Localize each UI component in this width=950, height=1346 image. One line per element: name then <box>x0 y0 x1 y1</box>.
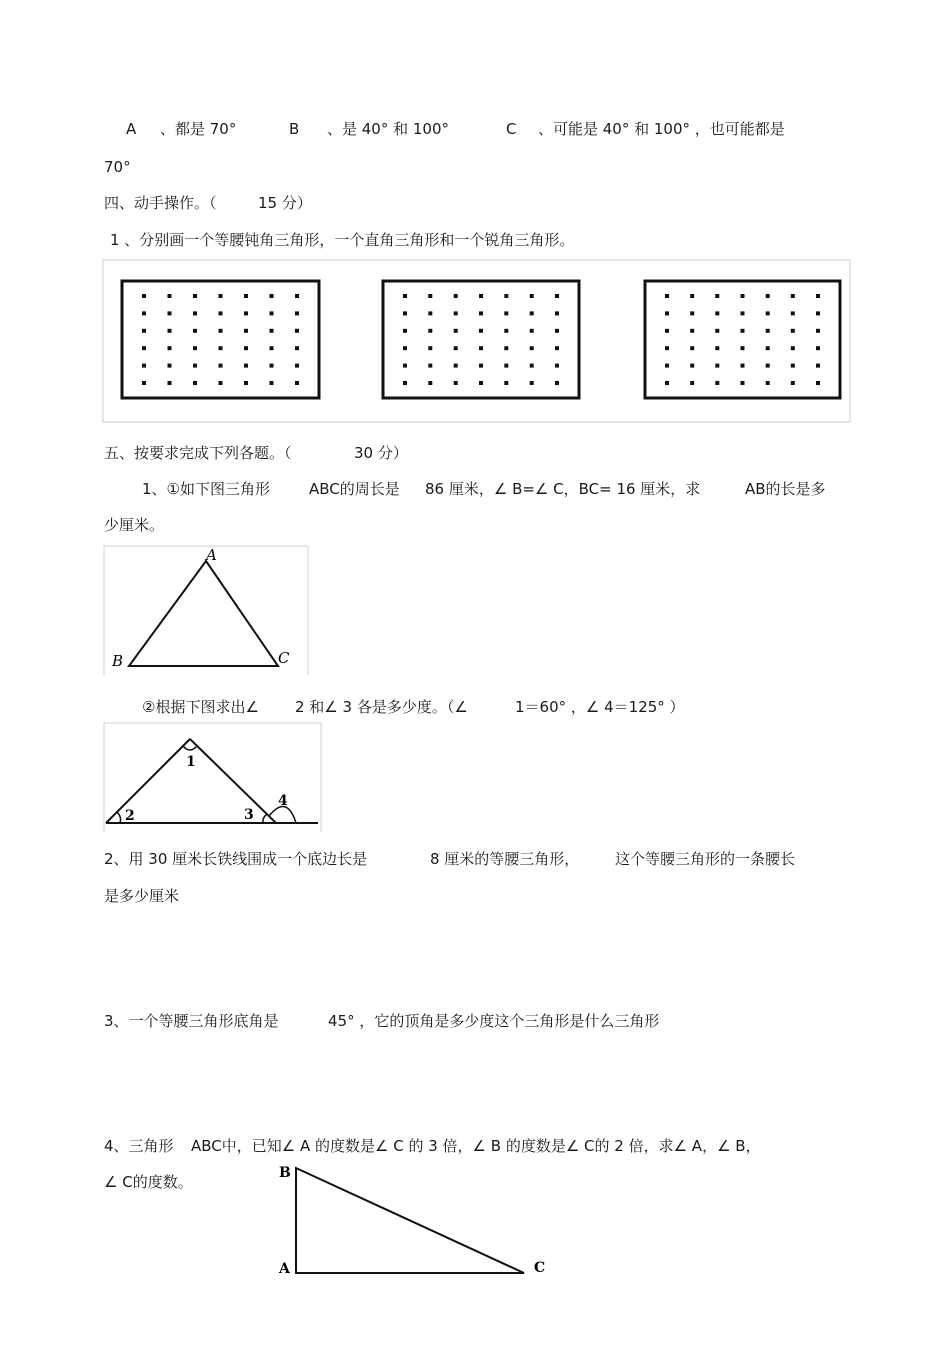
option-c-letter: C <box>506 120 517 138</box>
grid-dot <box>244 311 248 315</box>
right-triangle <box>296 1168 524 1273</box>
grid-dot <box>715 381 719 385</box>
grid-dot <box>555 364 559 368</box>
grid-dot <box>428 311 432 315</box>
grid-dot <box>270 294 274 298</box>
grid-dot <box>219 381 223 385</box>
grid-dot <box>193 294 197 298</box>
grid-dot <box>454 364 458 368</box>
grid-dot <box>270 329 274 333</box>
grid-dot <box>741 311 745 315</box>
grid-dot <box>142 329 146 333</box>
dot-grid-1 <box>122 281 319 398</box>
angle-figure <box>103 722 323 834</box>
grid-dot <box>244 364 248 368</box>
label-a-right: A <box>279 1261 290 1277</box>
option-b-letter: B <box>289 120 300 138</box>
grid-dot <box>665 311 669 315</box>
grid-dot <box>504 381 508 385</box>
grid-dot <box>219 346 223 350</box>
grid-dot <box>690 381 694 385</box>
grid-dot <box>454 329 458 333</box>
section4-score: 15 分） <box>258 194 312 212</box>
grid-dot <box>193 346 197 350</box>
q1-part2-b: 2 和∠ 3 各是多少度。（∠ <box>295 698 468 716</box>
grid-dot <box>791 311 795 315</box>
grid-dot <box>555 294 559 298</box>
q1-part1-c: 86 厘米，∠ B=∠ C，BC= 16 厘米，求 <box>425 480 701 498</box>
grid-dot <box>791 364 795 368</box>
grid-dot <box>454 294 458 298</box>
grid-dot <box>403 294 407 298</box>
label-3: 3 <box>244 807 254 823</box>
label-a: A <box>206 546 217 564</box>
grid-dot <box>766 311 770 315</box>
grid-dot <box>530 364 534 368</box>
triangle-abc-figure <box>103 545 313 677</box>
label-4: 4 <box>278 793 288 809</box>
grid-dot <box>428 346 432 350</box>
label-b-right: B <box>279 1165 291 1181</box>
section4-heading: 四、动手操作。（ <box>104 194 217 212</box>
grid-dot <box>766 364 770 368</box>
grid-dot <box>741 346 745 350</box>
angle-3-arc <box>263 814 267 823</box>
grid-dot <box>454 381 458 385</box>
grid-dot <box>504 346 508 350</box>
grid-dot <box>504 294 508 298</box>
grid-dot <box>295 311 299 315</box>
grid-dot <box>791 294 795 298</box>
q2-a: 2、用 30 厘米长铁线围成一个底边长是 <box>104 850 368 868</box>
grid-dot <box>816 329 820 333</box>
grid-dot <box>295 364 299 368</box>
grid-dot <box>741 329 745 333</box>
q1-part1-a: 1、①如下图三角形 <box>142 480 270 498</box>
grid-dot <box>690 311 694 315</box>
q1-part1-cont: 少厘米。 <box>104 516 165 534</box>
grid-dot <box>428 329 432 333</box>
grid-dot <box>791 329 795 333</box>
grid-dot <box>504 329 508 333</box>
grid-dot <box>791 346 795 350</box>
grid-dot <box>403 381 407 385</box>
grid-dot <box>142 311 146 315</box>
section5-heading: 五、按要求完成下列各题。（ <box>104 444 292 462</box>
grid-dot <box>555 381 559 385</box>
q2-b: 8 厘米的等腰三角形， <box>430 850 580 868</box>
triangle-abc <box>129 561 278 666</box>
grid-dot <box>715 364 719 368</box>
grid-dot <box>168 329 172 333</box>
dot-grid-2 <box>383 281 579 398</box>
grid-dot <box>816 364 820 368</box>
grid-dot <box>168 364 172 368</box>
grid-dot <box>295 346 299 350</box>
grid-dot <box>403 364 407 368</box>
grid-dot <box>295 381 299 385</box>
grid-dot <box>665 364 669 368</box>
grid-dot <box>816 381 820 385</box>
grid-dot <box>142 294 146 298</box>
label-c-right: C <box>534 1260 546 1276</box>
grid-dot <box>219 294 223 298</box>
grid-dot <box>715 346 719 350</box>
grid-dot <box>219 364 223 368</box>
q1-part2-c: 1＝60° ，∠ 4＝125° ） <box>515 698 685 716</box>
grid-dot <box>479 346 483 350</box>
grid-dot <box>555 311 559 315</box>
grid-dot <box>479 329 483 333</box>
q2-c: 这个等腰三角形的一条腰长 <box>615 850 796 868</box>
option-c-cont: 70° <box>104 158 131 176</box>
q4-b: ABC中，已知∠ A 的度数是∠ C 的 3 倍，∠ B 的度数是∠ C的 2 倍，求∠ A，∠ B， <box>191 1137 761 1155</box>
grid-dot <box>244 381 248 385</box>
q3-b: 45° ，它的顶角是多少度这个三角形是什么三角形 <box>328 1012 660 1030</box>
grid-dot <box>295 329 299 333</box>
grid-dot <box>403 346 407 350</box>
label-b: B <box>112 652 124 670</box>
grid-dot <box>270 381 274 385</box>
grid-dot <box>816 346 820 350</box>
grid-dot <box>690 364 694 368</box>
grid-dot <box>791 381 795 385</box>
grid-dot <box>741 294 745 298</box>
grid-dot <box>270 346 274 350</box>
grid-dot <box>665 329 669 333</box>
grid-dot <box>142 346 146 350</box>
grid-dot <box>168 294 172 298</box>
grid-dot <box>741 364 745 368</box>
q4-a: 4、三角形 <box>104 1137 174 1155</box>
grid-dot <box>428 294 432 298</box>
grid-dot <box>766 381 770 385</box>
grid-dot <box>270 364 274 368</box>
grid-dot <box>244 346 248 350</box>
grid-dot <box>428 364 432 368</box>
grid-dot <box>530 329 534 333</box>
grid-dot <box>816 294 820 298</box>
option-a-letter: A <box>126 120 137 138</box>
right-side <box>190 739 276 823</box>
angle-2-arc <box>117 812 121 823</box>
grid-dot <box>168 346 172 350</box>
label-1: 1 <box>186 754 196 770</box>
grid-dot <box>766 294 770 298</box>
grid-dot <box>403 329 407 333</box>
q1-part1-b: ABC的周长是 <box>309 480 400 498</box>
grid-dot <box>219 311 223 315</box>
dot-grid-panel <box>0 258 950 428</box>
grid-dot <box>530 381 534 385</box>
grid-dot <box>665 294 669 298</box>
grid-dot <box>741 381 745 385</box>
grid-dot <box>504 364 508 368</box>
option-b-text: 、是 40° 和 100° <box>327 120 450 138</box>
grid-dot <box>504 311 508 315</box>
grid-dot <box>665 346 669 350</box>
grid-dot <box>530 311 534 315</box>
grid-dot <box>665 381 669 385</box>
q3-a: 3、一个等腰三角形底角是 <box>104 1012 279 1030</box>
grid-dot <box>244 294 248 298</box>
section4-q1: 1 、分别画一个等腰钝角三角形，一个直角三角形和一个锐角三角形。 <box>110 231 575 249</box>
grid-dot <box>530 346 534 350</box>
grid-dot <box>715 329 719 333</box>
q1-part2-a: ②根据下图求出∠ <box>142 698 259 716</box>
grid-dot <box>454 346 458 350</box>
grid-dot <box>142 364 146 368</box>
grid-dot <box>555 346 559 350</box>
grid-dot <box>816 311 820 315</box>
grid-dot <box>479 364 483 368</box>
right-triangle-figure <box>270 1160 560 1290</box>
grid-dot <box>193 364 197 368</box>
q2-cont: 是多少厘米 <box>104 887 180 905</box>
grid-dot <box>454 311 458 315</box>
grid-dot <box>715 294 719 298</box>
grid-dot <box>193 311 197 315</box>
grid-dot <box>479 381 483 385</box>
dot-grid-3 <box>645 281 840 398</box>
grid-dot <box>142 381 146 385</box>
grid-dot <box>766 329 770 333</box>
grid-dot <box>193 381 197 385</box>
grid-dot <box>270 311 274 315</box>
grid-dot <box>295 294 299 298</box>
grid-dot <box>530 294 534 298</box>
grid-dot <box>690 294 694 298</box>
grid-dot <box>193 329 197 333</box>
grid-dot <box>479 294 483 298</box>
grid-dot <box>766 346 770 350</box>
option-c-text: 、可能是 40° 和 100° ，也可能都是 <box>538 120 785 138</box>
left-side <box>106 739 190 823</box>
option-a-text: 、都是 70° <box>160 120 237 138</box>
grid-dot <box>219 329 223 333</box>
grid-dot <box>168 311 172 315</box>
q4-cont: ∠ C的度数。 <box>104 1173 193 1191</box>
q1-part1-d: AB的长是多 <box>745 480 826 498</box>
grid-dot <box>555 329 559 333</box>
grid-dot <box>690 329 694 333</box>
grid-dot <box>479 311 483 315</box>
angle-1-arc <box>183 746 197 750</box>
grid-dot <box>690 346 694 350</box>
grid-dot <box>168 381 172 385</box>
label-c: C <box>278 649 290 667</box>
grid-dot <box>244 329 248 333</box>
grid-dot <box>428 381 432 385</box>
section5-score: 30 分） <box>354 444 408 462</box>
label-2: 2 <box>125 808 135 824</box>
grid-dot <box>715 311 719 315</box>
grid-dot <box>403 311 407 315</box>
